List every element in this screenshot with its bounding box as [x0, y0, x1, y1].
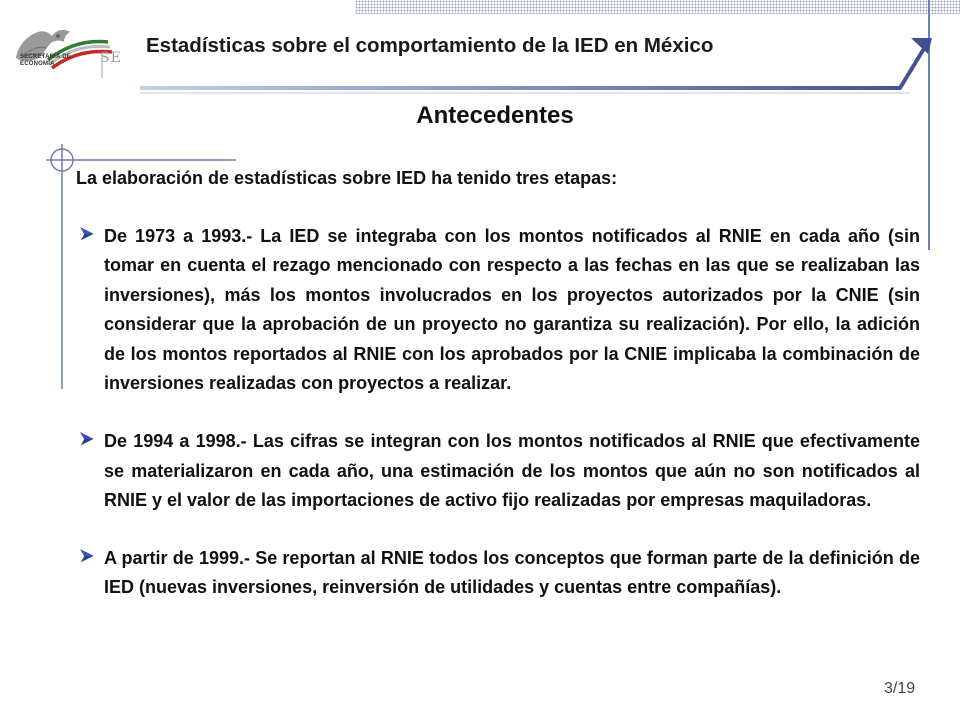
arrow-bullet-icon	[78, 547, 96, 565]
arrow-bullet-icon	[78, 225, 96, 243]
bullet-text: A partir de 1999.- Se reportan al RNIE todos los conceptos que forman parte de la definición de IED (nuevas inversiones, reinversión de utilidades y cuentas entre compañías).	[104, 547, 920, 598]
bullet-text: De 1973 a 1993.- La IED se integraba con los montos notificados al RNIE en cada año (sin tomar en cuenta el rezago mencionado con respecto a las fechas en las que se realizaban las inversiones), más los montos involucrados en los proyectos autorizados por la CNIE (sin considerar que la aprobación de un proyecto no garantiza su realización). Por ello, la adición de los montos reportados al RNIE con los aprobados por la CNIE implicaba la combinación de inversiones realizadas con proyectos a realizar.	[104, 226, 920, 394]
bullet-list	[76, 222, 920, 602]
arrow-bullet-icon	[78, 430, 96, 448]
logo-line-1: SECRETARÍA DE	[20, 54, 71, 60]
header-title: Estadísticas sobre el comportamiento de la IED en México	[146, 34, 714, 57]
list-item	[76, 427, 920, 515]
intro-text: La elaboración de estadísticas sobre IED ha tenido tres etapas:	[76, 168, 618, 188]
logo-se-mark: SE	[100, 50, 122, 66]
logo-line-2: ECONOMÍA	[20, 61, 55, 67]
decorative-dotted-band	[355, 0, 960, 14]
list-item	[76, 544, 920, 603]
page-number: 3/19	[884, 680, 916, 697]
eagle-emblem-icon	[8, 18, 130, 80]
bullet-text: De 1994 a 1998.- Las cifras se integran con los montos notificados al RNIE que efectivamente se materializaron en cada año, una estimación de los montos que aún no son notificados al RNIE y el valor de las importaciones de activo fijo realizadas por empresas maquiladoras.	[104, 431, 920, 511]
section-title: Antecedentes	[416, 102, 574, 129]
list-item	[76, 222, 920, 398]
logo-wordmark	[20, 54, 71, 68]
